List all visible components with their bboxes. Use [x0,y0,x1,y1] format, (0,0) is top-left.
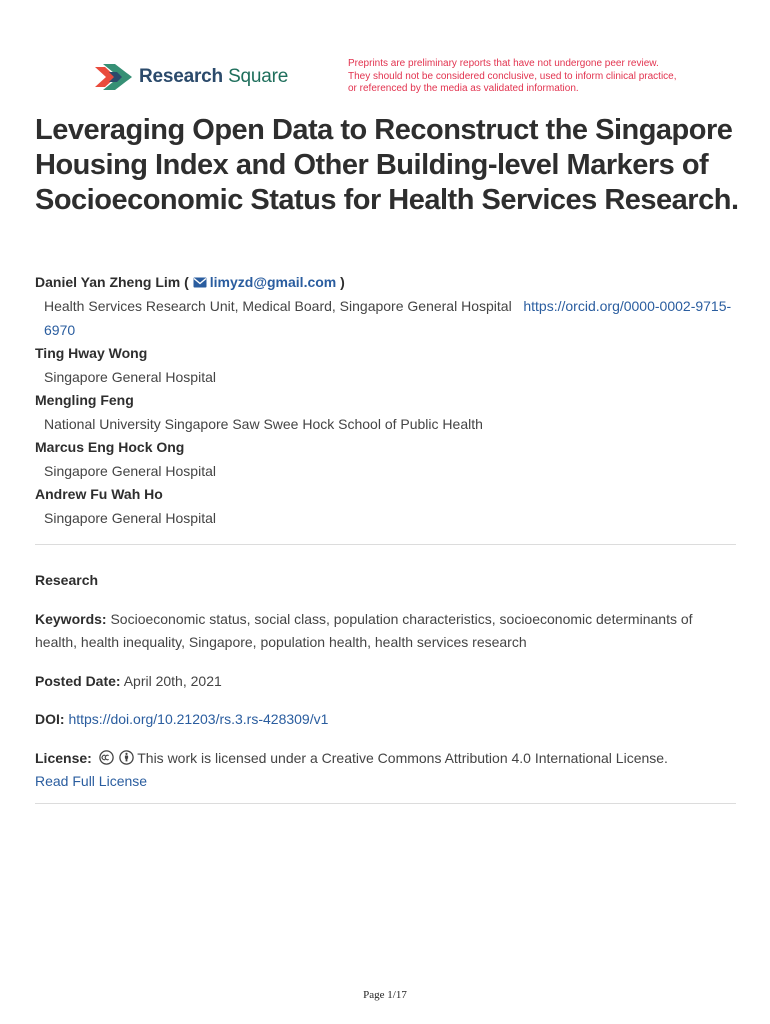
author-list [35,271,735,530]
author-affiliation: Singapore General Hospital [44,510,216,526]
divider [35,544,736,545]
envelope-icon [193,277,207,288]
article-type-text: Research [35,572,99,588]
disclaimer-line: They should not be considered conclusive, used to inform clinical practice, [348,70,677,82]
page-number: Page 1/17 [363,989,407,1001]
email-paren-close: ) [336,274,345,290]
affiliation-text: Health Services Research Unit, Medical Board, Singapore General Hospital [44,298,512,314]
author-name-text: Daniel Yan Zheng Lim [35,274,181,290]
paper-title: Leveraging Open Data to Reconstruct the Singapore Housing Index and Other Building-level Markers of Socioeconomic Status for Health Services Research. [35,114,739,216]
author-name [35,271,735,294]
research-square-logo[interactable] [95,64,288,90]
license-text: This work is licensed under a Creative Commons Attribution 4.0 International License. [137,750,668,766]
author-affiliation: National University Singapore Saw Swee Hock School of Public Health [44,416,483,432]
cc-icon [99,750,114,765]
logo-text-research: Research [139,66,223,87]
read-full-license-link[interactable]: Read Full License [35,773,148,789]
author-email-link[interactable]: limyzd@gmail.com [209,274,337,290]
disclaimer-line: or referenced by the media as validated information. [348,83,579,94]
disclaimer-line: Preprints are preliminary reports that have not undergone peer review. [348,58,659,69]
posted-date [35,670,735,693]
author-affiliation [35,294,735,342]
author-name: Ting Hway Wong [35,345,148,361]
author-affiliation: Singapore General Hospital [44,463,216,479]
doi-label: DOI: [35,711,65,727]
orcid-link[interactable]: https://orcid.org/0000-0002-9715-6970 [44,298,732,338]
license [35,747,735,793]
author-name: Mengling Feng [35,392,134,408]
author-affiliation: Singapore General Hospital [44,369,216,385]
divider [35,803,736,804]
doi-link[interactable]: https://doi.org/10.21203/rs.3.rs-428309/v1 [68,711,329,727]
keywords-label: Keywords: [35,611,107,627]
author-name: Marcus Eng Hock Ong [35,439,185,455]
keywords [35,608,735,654]
license-label: License: [35,750,92,766]
keywords-value: Socioeconomic status, social class, population characteristics, socioeconomic determinants of health, health inequality, Singapore, population health, health services research [35,611,693,650]
header [0,0,770,110]
doi [35,708,735,731]
attribution-icon [119,750,134,765]
email-paren-open: ( [184,274,189,290]
author-name: Andrew Fu Wah Ho [35,486,163,502]
research-square-logo-icon [95,64,132,90]
article-type [35,569,735,592]
posted-date-value: April 20th, 2021 [123,673,222,689]
preprint-disclaimer [348,58,708,96]
logo-text-square: Square [228,66,289,87]
posted-date-label: Posted Date: [35,673,121,689]
